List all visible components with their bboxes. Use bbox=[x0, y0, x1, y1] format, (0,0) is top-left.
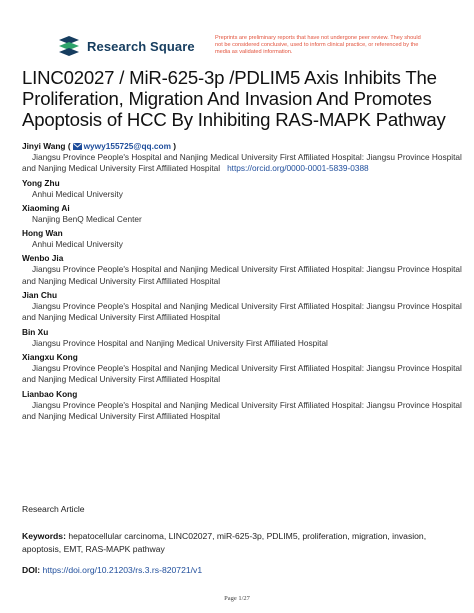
orcid-link[interactable]: https://orcid.org/0000-0001-5839-0388 bbox=[227, 163, 369, 174]
keywords-label: Keywords: bbox=[22, 531, 66, 541]
research-square-logo-icon bbox=[57, 36, 81, 56]
author-entry bbox=[22, 352, 462, 386]
author-entry: Jinyi Wang ( wywy155725@qq.com ) Jiangsu Province People's Hospital and Nanjing Medical University First Affiliated Hospital: Jiangsu Province Hospital and Nanjing Medical University First Affiliated Hospital https://orcid.org/0000-0001-5839-0388 bbox=[22, 141, 462, 174]
page-number: Page 1/27 bbox=[224, 595, 250, 602]
author-name: Xiangxu Kong bbox=[22, 351, 78, 362]
header bbox=[0, 0, 474, 64]
author-affiliation: Jiangsu Province People's Hospital and Nanjing Medical University First Affiliated Hospital: Jiangsu Province Hospital and Nanjing Medical University First Affiliated Hospital https://orcid.org/0000-0001-5839-0388 bbox=[22, 152, 462, 174]
article-type: Research Article bbox=[22, 504, 85, 514]
author-entry bbox=[22, 228, 462, 250]
author-affiliation: Jiangsu Province Hospital and Nanjing Medical University First Affiliated Hospital bbox=[32, 337, 328, 348]
author-name: Lianbao Kong bbox=[22, 388, 78, 399]
author-affiliation: Jiangsu Province People's Hospital and Nanjing Medical University First Affiliated Hospital: Jiangsu Province Hospital and Nanjing Medical University First Affiliated Hospital bbox=[22, 264, 462, 286]
author-name: Jinyi Wang bbox=[22, 141, 66, 151]
author-affiliation: Anhui Medical University bbox=[32, 188, 123, 199]
author-entry bbox=[22, 178, 462, 200]
author-name: Xiaoming Ai bbox=[22, 202, 70, 213]
author-name: Yong Zhu bbox=[22, 177, 60, 188]
doi-link[interactable]: https://doi.org/10.21203/rs.3.rs-820721/v1 bbox=[42, 565, 203, 575]
author-entry bbox=[22, 327, 462, 349]
logo-text: Research Square bbox=[87, 38, 195, 54]
keywords bbox=[22, 530, 462, 555]
author-entry bbox=[22, 290, 462, 324]
author-email-link[interactable]: wywy155725@qq.com bbox=[83, 141, 171, 151]
author-entry bbox=[22, 389, 462, 423]
author-name: Jian Chu bbox=[22, 290, 58, 301]
author-entry bbox=[22, 253, 462, 287]
doi bbox=[22, 565, 462, 575]
author-affiliation: Anhui Medical University bbox=[32, 239, 123, 250]
author-name: Wenbo Jia bbox=[22, 253, 64, 264]
author-affiliation: Jiangsu Province People's Hospital and Nanjing Medical University First Affiliated Hospital: Jiangsu Province Hospital and Nanjing Medical University First Affiliated Hospital bbox=[22, 301, 462, 323]
author-name: Bin Xu bbox=[22, 326, 49, 337]
paper-title: LINC02027 / MiR-625-3p /PDLIM5 Axis Inhibits The Proliferation, Migration And Invasion And Promotes Apoptosis of HCC By Inhibiting RAS-MAPK Pathway bbox=[22, 67, 446, 130]
author-affiliation: Jiangsu Province People's Hospital and Nanjing Medical University First Affiliated Hospital: Jiangsu Province Hospital and Nanjing Medical University First Affiliated Hospital bbox=[22, 399, 462, 421]
author-list bbox=[22, 141, 462, 425]
author-entry bbox=[22, 203, 462, 225]
doi-label: DOI: bbox=[22, 565, 41, 575]
email-icon bbox=[73, 143, 82, 150]
keywords-text: hepatocellular carcinoma, LINC02027, miR-625-3p, PDLIM5, proliferation, migration, invasion, apoptosis, EMT, RAS-MAPK pathway bbox=[22, 531, 427, 554]
preprint-disclaimer: Preprints are preliminary reports that have not undergone peer review. They should not be considered conclusive, used to inform clinical practice, or referenced by the media as validated information. bbox=[215, 35, 421, 56]
research-square-logo[interactable] bbox=[57, 36, 195, 56]
author-name: Hong Wan bbox=[22, 228, 63, 239]
author-affiliation: Jiangsu Province People's Hospital and Nanjing Medical University First Affiliated Hospital: Jiangsu Province Hospital and Nanjing Medical University First Affiliated Hospital bbox=[22, 362, 462, 385]
author-affiliation: Nanjing BenQ Medical Center bbox=[32, 213, 142, 224]
